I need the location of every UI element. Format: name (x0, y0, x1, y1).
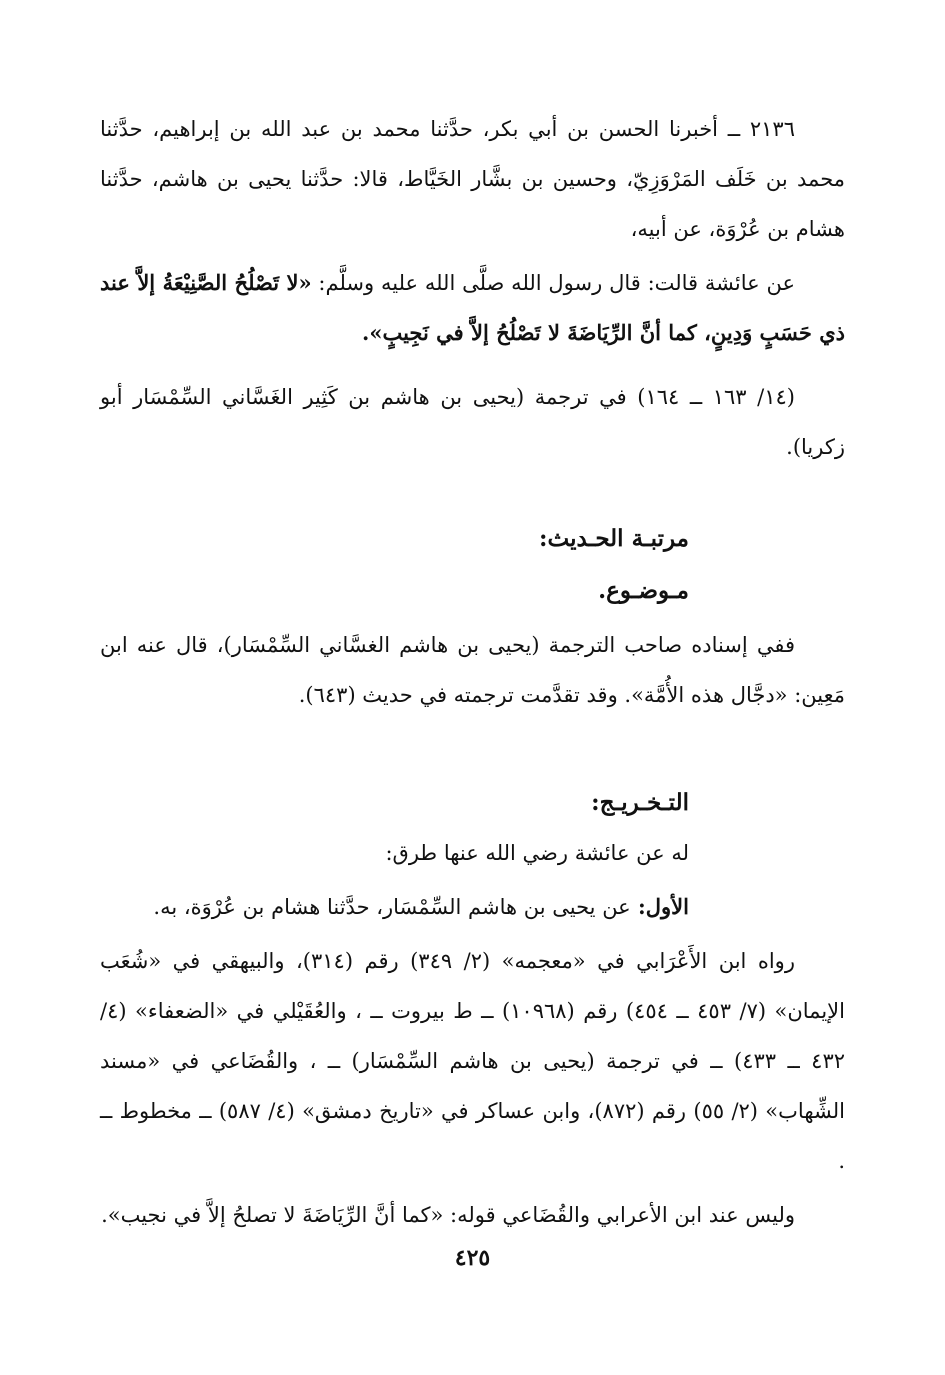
hadith-matn (100, 258, 845, 358)
hadith-isnad: ٢١٣٦ ــ أخبرنا الحسن بن أبي بكر، حدَّثنا محمد بن عبد الله بن إبراهيم، حدَّثنا محمد بن خَلَف المَرْوَزِيّ، وحسين بن بشَّار الخَيَّاط، قالا: حدَّثنا يحيى بن هاشم، حدَّثنا هشام بن عُرْوَة، عن أبيه، (100, 117, 845, 241)
page-number: ٤٢٥ (454, 1245, 491, 1271)
takhrij-intro: له عن عائشة رضي الله عنها طرق: (385, 841, 689, 865)
grade-heading: مرتبـة الحـديث: (539, 525, 689, 552)
first-path-label: الأول: (630, 894, 689, 919)
takhrij-heading: التـخـريـج: (591, 789, 689, 816)
takhrij-note: وليس عند ابن الأعرابي والقُضَاعي قوله: «كما أنَّ الرِّيَاضَةَ لا تصلحُ إلاَّ في نجيب». (101, 1203, 795, 1227)
first-path-text: عن يحيى بن هاشم السِّمْسَار، حدَّثنا هشام بن عُرْوَة، به. (153, 895, 631, 919)
source-reference: (١٤/ ١٦٣ ــ ١٦٤) في ترجمة (يحيى بن هاشم بن كَثِير الغَسَّاني السِّمْسَار أبو زكريا). (100, 385, 845, 459)
hadith-matn-intro: عن عائشة قالت: قال رسول الله صلَّى الله عليه وسلَّم: (311, 271, 795, 295)
grade-verdict: مـوضـوع. (598, 577, 689, 604)
grade-explanation: ففي إسناده صاحب الترجمة (يحيى بن هاشم الغسَّاني السِّمْسَار)، قال عنه ابن مَعِين: «دجَّال هذه الأُمَّة». وقد تقدَّمت ترجمته في حديث (٦٤٣). (100, 633, 845, 707)
hadith-matn-text: «لا تَصْلُحُ الصَّنِيْعَةُ إلاَّ عند ذي حَسَبٍ وَدِينٍ، كما أنَّ الرِّيَاضَةَ لا تَصْلُحُ إلاَّ في نَجِيبٍ». (100, 270, 845, 345)
takhrij-first-path (100, 882, 689, 932)
takhrij-narrators: رواه ابن الأَعْرَابي في «معجمه» (٢/ ٣٤٩) رقم (٣١٤)، والبيهقي في «شُعَب الإيمان» (٧/ ٤٥٣ ــ ٤٥٤) رقم (١٠٩٦٨) ــ ط بيروت ــ ، والعُقَيْلي في «الضعفاء» (٤/ ٤٣٢ ــ ٤٣٣) ــ في ترجمة (يحيى بن هاشم السِّمْسَار) ــ ، والقُضَاعي في «مسند الشِّهاب» (٢/ ٥٥) رقم (٨٧٢)، وابن عساكر في «تاريخ دمشق» (٤/ ٥٨٧) ــ مخطوط ــ . (100, 949, 846, 1173)
